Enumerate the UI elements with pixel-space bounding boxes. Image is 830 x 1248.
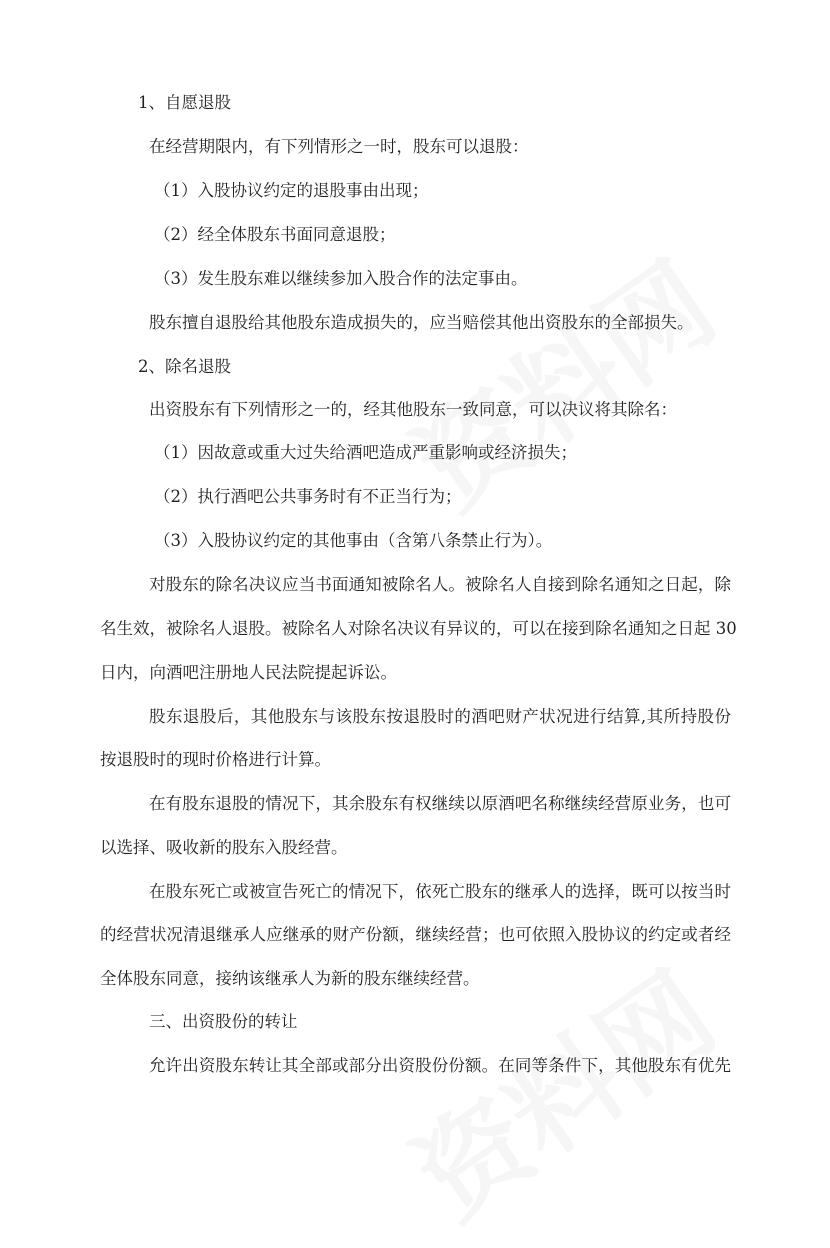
expulsion-notice-line-3: 日内，向酒吧注册地人民法院提起诉讼。 — [100, 663, 397, 682]
expulsion-notice-line-2: 名生效，被除名人退股。被除名人对除名决议有异议的，可以在接到除名通知之日起 30 — [100, 619, 737, 638]
continuation-line-1: 在有股东退股的情况下，其余股东有权继续以原酒吧名称继续经营原业务，也可 — [149, 794, 731, 813]
expulsion-item-2: （2）执行酒吧公共事务时有不正当行为； — [154, 487, 462, 506]
succession-line-1: 在股东死亡或被宣告死亡的情况下，依死亡股东的继承人的选择，既可以按当时 — [149, 882, 731, 901]
expulsion-item-3: （3）入股协议约定的其他事由（含第八条禁止行为）。 — [154, 531, 553, 550]
continuation-line-2: 以选择、吸收新的股东入股经营。 — [100, 838, 348, 857]
transfer-first-line: 允许出资股东转让其全部或部分出资股份份额。在同等条件下，其他股东有优先 — [149, 1056, 731, 1075]
expulsion-heading: 2、除名退股 — [138, 357, 231, 376]
expulsion-notice-line-1: 对股东的除名决议应当书面通知被除名人。被除名人自接到除名通知之日起，除 — [149, 575, 731, 594]
settlement-line-2: 按退股时的现时价格进行计算。 — [100, 750, 331, 769]
voluntary-item-2: （2）经全体股东书面同意退股； — [154, 225, 396, 244]
succession-line-3: 全体股东同意，接纳该继承人为新的股东继续经营。 — [100, 969, 480, 988]
settlement-line-1: 股东退股后，其他股东与该股东按退股时的酒吧财产状况进行结算,其所持股份 — [149, 707, 731, 726]
expulsion-intro: 出资股东有下列情形之一的，经其他股东一致同意，可以决议将其除名： — [149, 400, 677, 419]
expulsion-item-1: （1）因故意或重大过失给酒吧造成严重影响或经济损失； — [154, 443, 577, 462]
succession-line-2: 的经营状况清退继承人应继承的财产份额，继续经营；也可依照入股协议的约定或者经 — [100, 925, 731, 944]
voluntary-withdrawal-heading: 1、自愿退股 — [138, 93, 231, 112]
voluntary-item-1: （1）入股协议约定的退股事由出现； — [154, 181, 429, 200]
voluntary-item-3: （3）发生股东难以继续参加入股合作的法定事由。 — [154, 269, 528, 288]
transfer-heading: 三、出资股份的转让 — [149, 1012, 298, 1031]
voluntary-intro: 在经营期限内，有下列情形之一时，股东可以退股： — [149, 137, 529, 156]
voluntary-liability: 股东擅自退股给其他股东造成损失的，应当赔偿其他出资股东的全部损失。 — [149, 313, 694, 332]
